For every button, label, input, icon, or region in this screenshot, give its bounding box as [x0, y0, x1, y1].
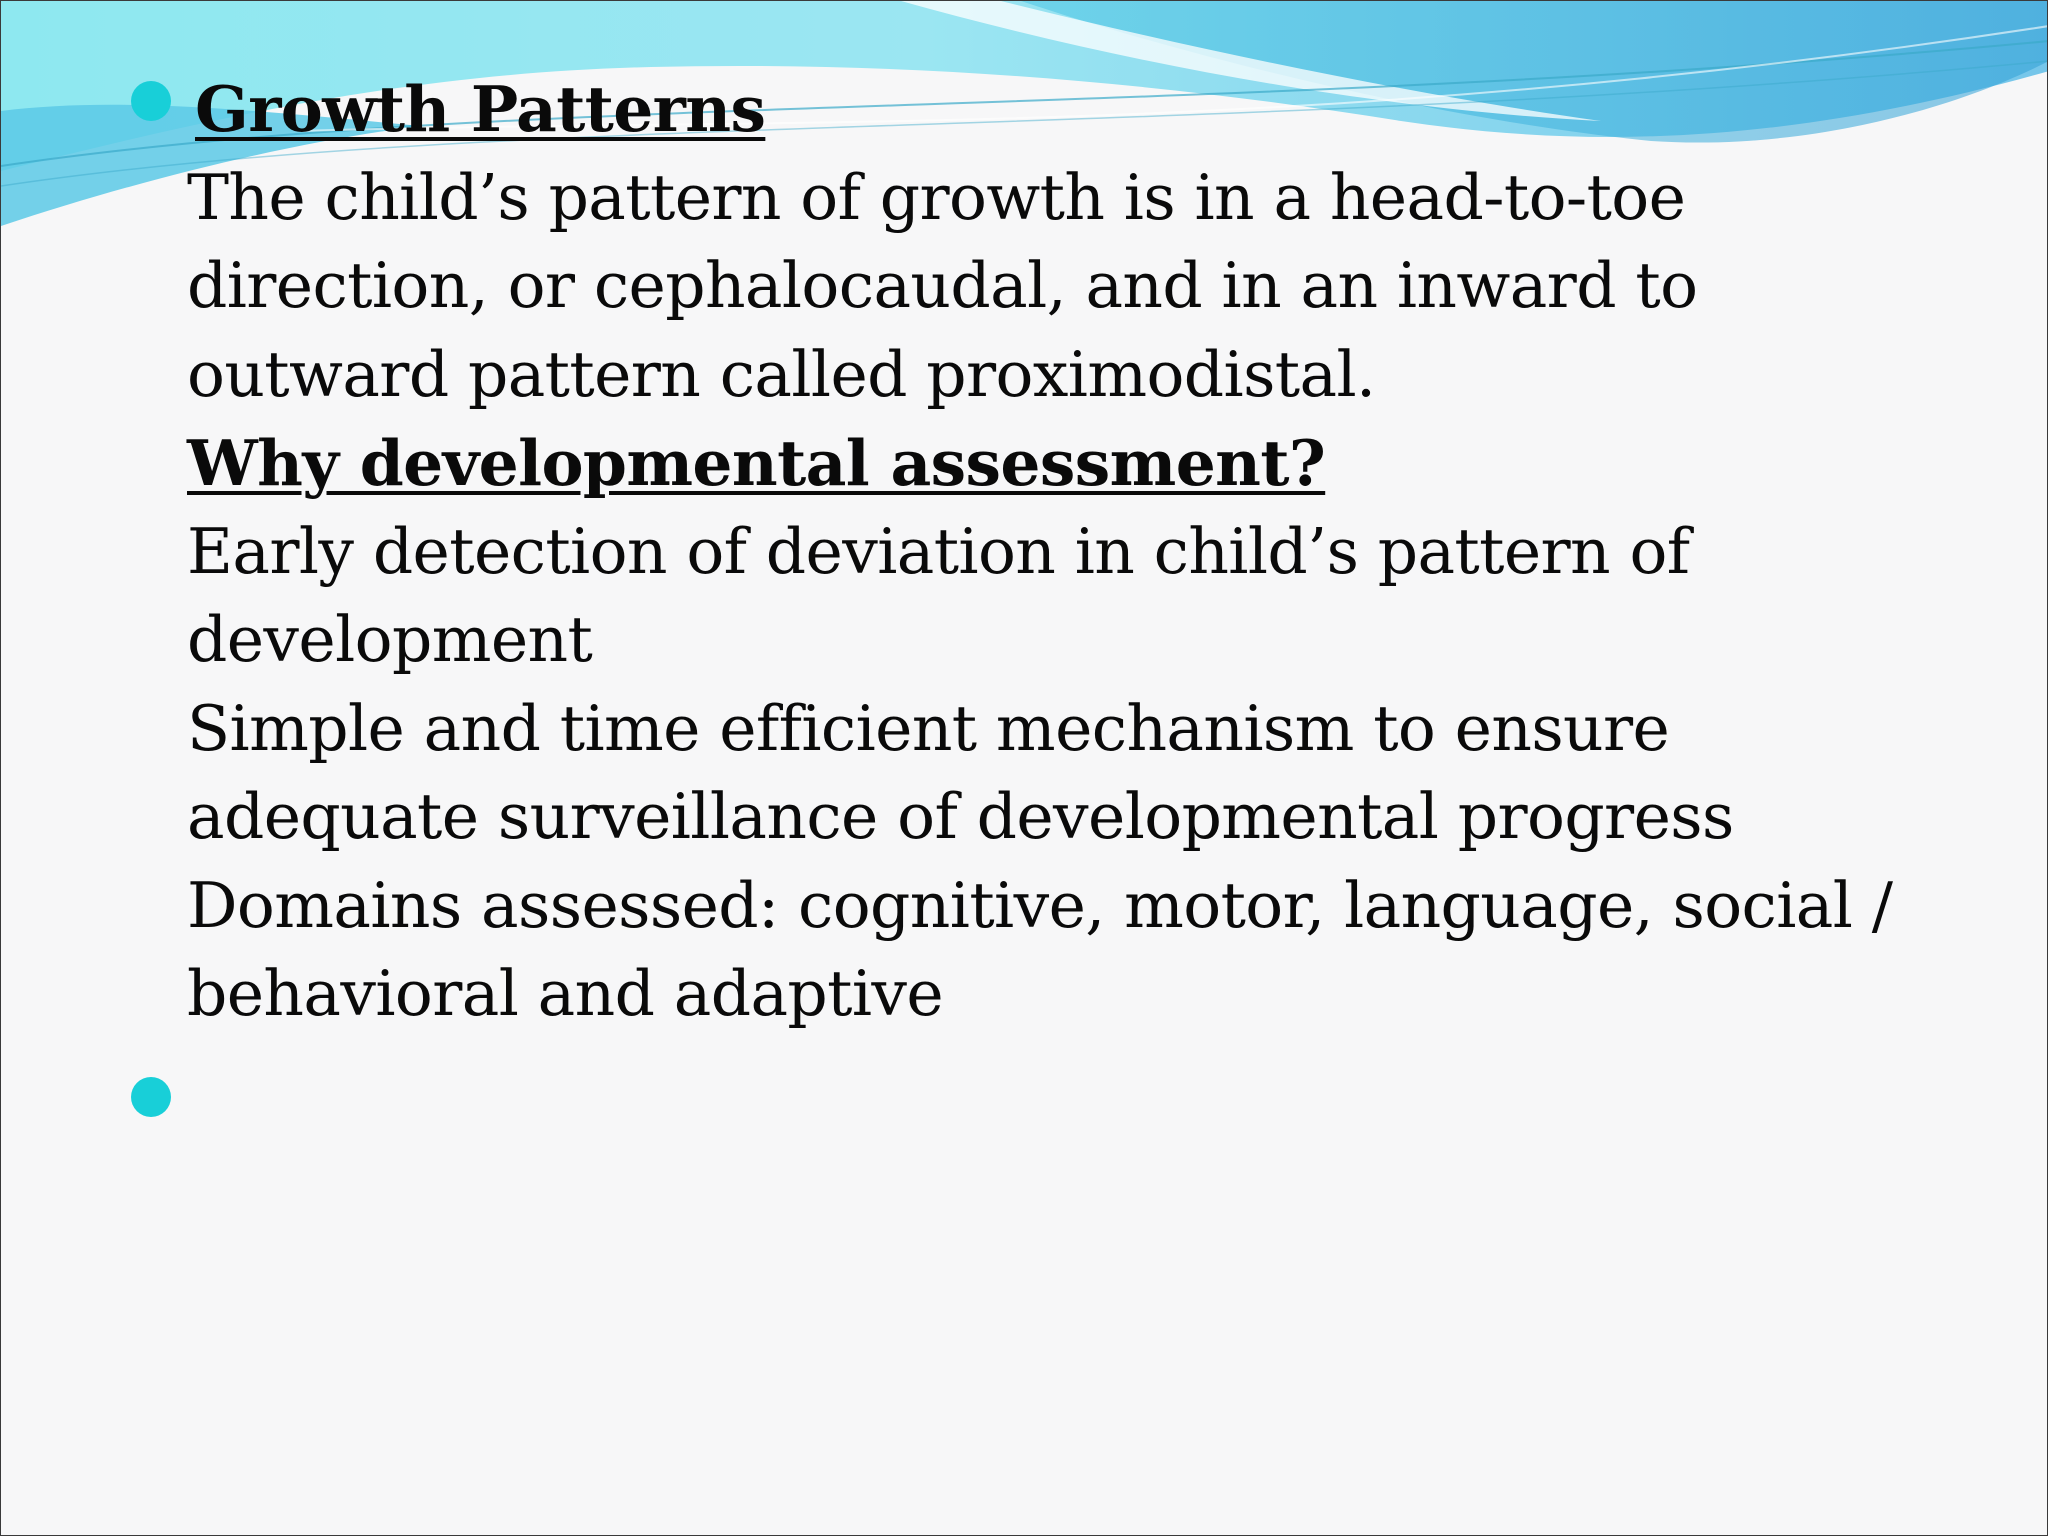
bullet-dot-icon [131, 1077, 171, 1117]
why-text-line: behavioral and adaptive [187, 957, 944, 1030]
growth-patterns-heading: Growth Patterns [195, 72, 766, 146]
why-text-line: development [187, 603, 593, 676]
bullet-dot-icon [131, 81, 171, 121]
why-text-line: Simple and time efficient mechanism to ensure [187, 691, 1670, 765]
why-assessment-heading: Why developmental assessment? [187, 426, 1326, 500]
growth-text-line: The child’s pattern of growth is in a head-to-toe [187, 160, 1686, 234]
growth-text-line: direction, or cephalocaudal, and in an inward to [187, 249, 1698, 322]
why-text-line: Early detection of deviation in child’s pattern of [187, 514, 1690, 588]
why-text-line: Domains assessed: cognitive, motor, language, social / [187, 868, 1893, 942]
growth-text-line: outward pattern called proximodistal. [187, 337, 1376, 411]
slide-body [187, 65, 1987, 1039]
why-text-line: adequate surveillance of developmental progress [187, 780, 1734, 853]
